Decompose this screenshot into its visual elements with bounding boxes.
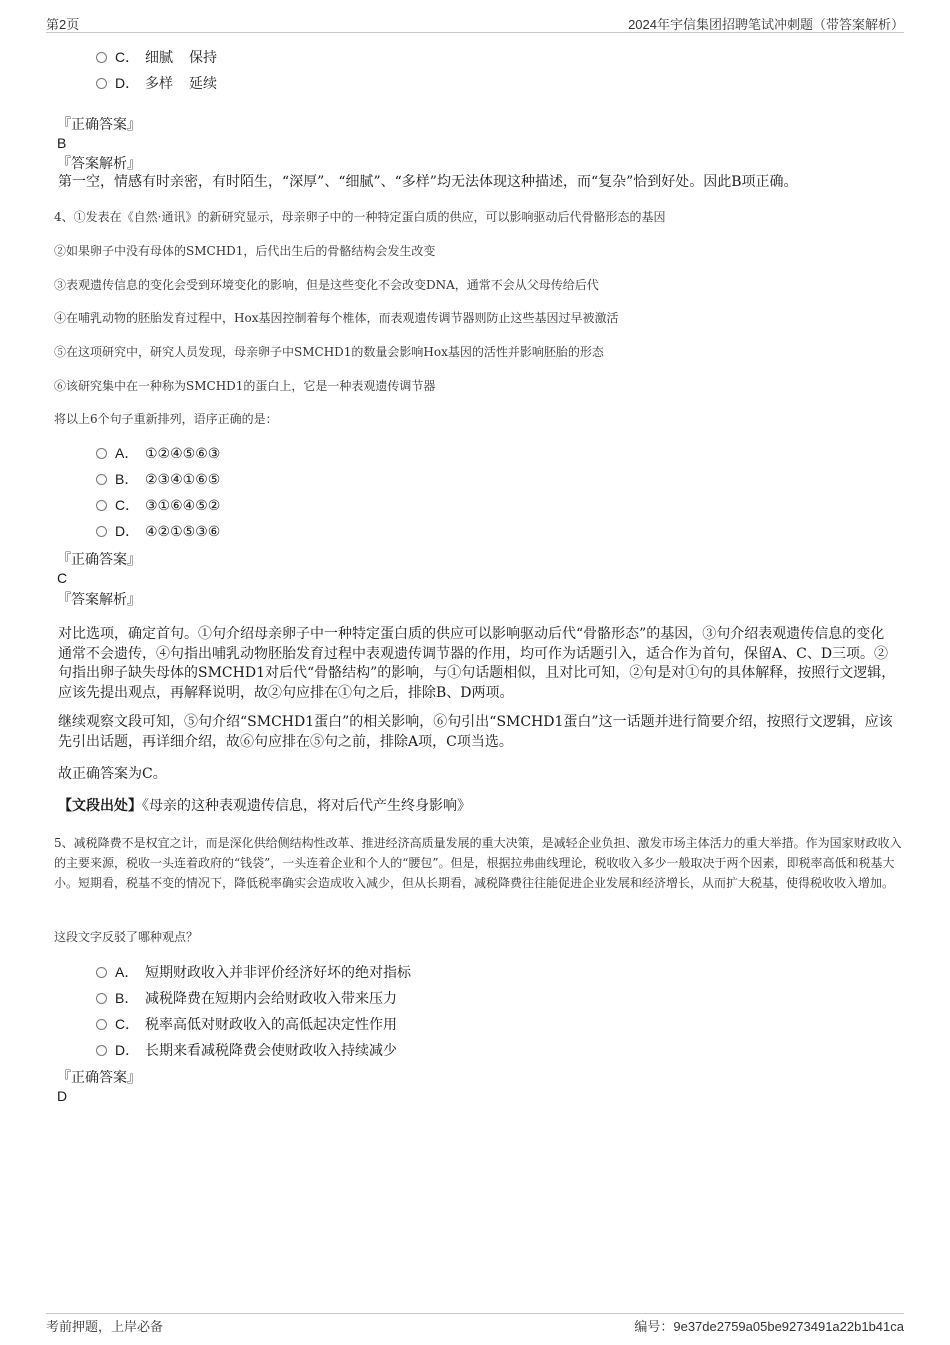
analysis-paragraph-1: 对比选项，确定首句。①句介绍母亲卵子中一种特定蛋白质的供应可以影响驱动后代“骨骼形态”的基因，③句介绍表观遗传信息的变化通常不会遗传，④句指出哺乳动物胚胎发育过程中表观遗传调节器的作用，均可作为话题引入，适合作为首句，保留A、C、D三项。②句指出卵子缺失母体的SMCHD1对后代“骨骼结构”的影响，与①句话题相似，且对比可知，②句是对①句的具体解释，按照行文逻辑，应该先提出观点，再解释说明，故②句应排在①句之后，排除B、D两项。 xyxy=(58,626,896,701)
answer-value: C xyxy=(57,570,68,586)
q4-prompt: 将以上6个句子重新排列，语序正确的是： xyxy=(54,412,278,426)
option-a[interactable]: A． 短期财政收入并非评价经济好坏的绝对指标 xyxy=(96,962,411,983)
answer-label: 『正确答案』 xyxy=(57,1070,141,1086)
source-citation xyxy=(58,797,898,817)
radio-icon[interactable] xyxy=(96,500,107,511)
option-d[interactable]: D． ④②①⑤③⑥ xyxy=(96,521,220,542)
q4-sentence-3: ③表观遗传信息的变化会受到环境变化的影响，但是这些变化不会改变DNA，通常不会从父母传给后代 xyxy=(54,278,599,292)
answer-value: B xyxy=(57,135,67,151)
radio-icon[interactable] xyxy=(96,448,107,459)
option-c[interactable]: C． 税率高低对财政收入的高低起决定性作用 xyxy=(96,1014,397,1035)
radio-icon[interactable] xyxy=(96,1045,107,1056)
q5-stem: 5、减税降费不是权宜之计，而是深化供给侧结构性改革、推进经济高质量发展的重大决策，是减轻企业负担、激发市场主体活力的重大举措。作为国家财政收入的主要来源，税收一头连着政府的“钱袋”，一头连着企业和个人的“腰包”。但是，根据拉弗曲线理论，税收收入多少一般取决于两个因素，即税率高低和税基大小。短期看，税基不变的情况下，降低税率确实会造成收入减少，但从长期看，减税降费往往能促进企业发展和经济增长，从而扩大税基，使得税收收入增加。 xyxy=(54,836,902,890)
answer-label: 『正确答案』 xyxy=(57,552,141,568)
radio-icon[interactable] xyxy=(96,526,107,537)
radio-icon[interactable] xyxy=(96,474,107,485)
option-b[interactable]: B． ②③④①⑥⑤ xyxy=(96,469,220,490)
source-title: 《母亲的这种表观遗传信息，将对后代产生终身影响》 xyxy=(142,798,471,814)
q4-sentence-5: ⑤在这项研究中，研究人员发现，母亲卵子中SMCHD1的数量会影响Hox基因的活性并影响胚胎的形态 xyxy=(54,345,604,359)
radio-icon[interactable] xyxy=(96,78,107,89)
answer-label: 『正确答案』 xyxy=(57,117,141,133)
option-c[interactable]: C． 细腻 保持 xyxy=(96,47,217,68)
footer-slogan: 考前押题，上岸必备 xyxy=(46,1319,164,1334)
answer-value: D xyxy=(57,1088,68,1104)
radio-icon[interactable] xyxy=(96,52,107,63)
option-a[interactable]: A． ①②④⑤⑥③ xyxy=(96,443,220,464)
option-c[interactable]: C． ③①⑥④⑤② xyxy=(96,495,220,516)
page-number: 第2页 xyxy=(46,17,80,32)
analysis-text: 第一空，情感有时亲密，有时陌生，“深厚”、“细腻”、“多样”均无法体现这种描述，而“复杂”恰到好处。因此B项正确。 xyxy=(58,174,798,190)
radio-icon[interactable] xyxy=(96,993,107,1004)
option-b[interactable]: B． 减税降费在短期内会给财政收入带来压力 xyxy=(96,988,397,1009)
analysis-label: 『答案解析』 xyxy=(57,592,141,608)
option-d[interactable]: D． 长期来看减税降费会使财政收入持续减少 xyxy=(96,1040,397,1061)
q4-sentence-6: ⑥该研究集中在一种称为SMCHD1的蛋白上，它是一种表观遗传调节器 xyxy=(54,379,436,393)
analysis-paragraph-2: 继续观察文段可知，⑤句介绍“SMCHD1蛋白”的相关影响，⑥句引出“SMCHD1蛋白”这一话题并进行简要介绍，按照行文逻辑，应该先引出话题，再详细介绍，故⑥句应排在⑤句之前，排除A项，C项当选。 xyxy=(58,714,893,750)
radio-icon[interactable] xyxy=(96,967,107,978)
analysis-label: 『答案解析』 xyxy=(57,156,141,172)
q5-prompt: 这段文字反驳了哪种观点？ xyxy=(54,930,199,944)
q4-sentence-2: ②如果卵子中没有母体的SMCHD1，后代出生后的骨骼结构会发生改变 xyxy=(54,244,436,258)
document-title: 2024年宇信集团招聘笔试冲刺题（带答案解析） xyxy=(628,17,904,32)
analysis-paragraph-3: 故正确答案为C。 xyxy=(58,766,167,782)
q4-sentence-1: 4、①发表在《自然·通讯》的新研究显示，母亲卵子中的一种特定蛋白质的供应，可以影响驱动后代骨骼形态的基因 xyxy=(54,210,666,224)
page-header xyxy=(46,14,904,33)
page-footer xyxy=(46,1313,904,1334)
option-d[interactable]: D． 多样 延续 xyxy=(96,73,217,94)
q4-sentence-4: ④在哺乳动物的胚胎发育过程中，Hox基因控制着每个椎体，而表观遗传调节器则防止这些基因过早被激活 xyxy=(54,311,619,325)
source-label: 【文段出处】 xyxy=(58,798,142,814)
document-code: 编号：9e37de2759a05be9273491a22b1b41ca xyxy=(634,1319,904,1334)
radio-icon[interactable] xyxy=(96,1019,107,1030)
